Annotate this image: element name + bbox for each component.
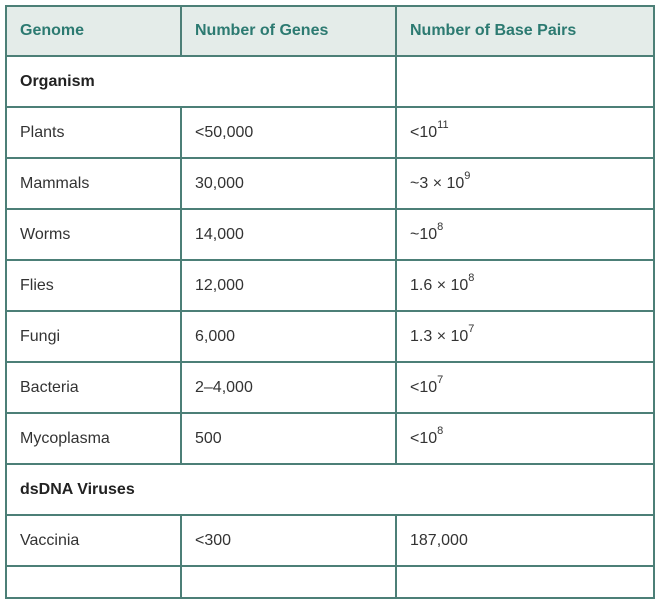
genes-cell: 30,000	[181, 158, 396, 209]
section-empty-cell	[396, 56, 654, 107]
table-body	[6, 56, 654, 598]
header-row	[6, 6, 654, 56]
table-row	[6, 260, 654, 311]
base-pairs-exponent: 8	[437, 425, 444, 438]
base-pairs-cell	[396, 260, 654, 311]
genes-cell: <50,000	[181, 107, 396, 158]
genome-cell: Fungi	[6, 311, 181, 362]
base-pairs-exponent: 9	[464, 170, 471, 183]
base-pairs-value: ~3 × 10	[410, 174, 465, 192]
section-title: dsDNA Viruses	[6, 464, 654, 515]
table-header	[6, 6, 654, 56]
base-pairs-cell	[396, 566, 654, 598]
genome-cell: Flies	[6, 260, 181, 311]
genome-cell: Bacteria	[6, 362, 181, 413]
table-row	[6, 413, 654, 464]
genes-cell	[181, 566, 396, 598]
base-pairs-exponent: 8	[437, 221, 444, 234]
table-row	[6, 515, 654, 566]
base-pairs-cell	[396, 158, 654, 209]
base-pairs-cell	[396, 209, 654, 260]
table-row	[6, 158, 654, 209]
genes-cell: 500	[181, 413, 396, 464]
table-row	[6, 362, 654, 413]
genome-cell	[6, 566, 181, 598]
base-pairs-cell	[396, 362, 654, 413]
base-pairs-value: <10	[410, 429, 438, 447]
genome-table	[5, 5, 655, 599]
base-pairs-exponent: 7	[468, 323, 475, 336]
genome-cell: Mycoplasma	[6, 413, 181, 464]
section-row-organism	[6, 56, 654, 107]
genes-cell: 12,000	[181, 260, 396, 311]
table-row	[6, 209, 654, 260]
genes-cell: 2–4,000	[181, 362, 396, 413]
genes-cell: 6,000	[181, 311, 396, 362]
section-row-dsdna-viruses	[6, 464, 654, 515]
genome-cell: Worms	[6, 209, 181, 260]
base-pairs-value: <10	[410, 378, 438, 396]
base-pairs-value: ~10	[410, 225, 438, 243]
genome-cell: Vaccinia	[6, 515, 181, 566]
base-pairs-exponent: 8	[468, 272, 475, 285]
base-pairs-value: 1.3 × 10	[410, 327, 469, 345]
base-pairs-value: 187,000	[410, 531, 468, 549]
table-row-partial	[6, 566, 654, 598]
base-pairs-cell	[396, 413, 654, 464]
base-pairs-cell	[396, 515, 654, 566]
genes-cell: <300	[181, 515, 396, 566]
base-pairs-exponent: 11	[437, 119, 449, 132]
header-genome: Genome	[6, 6, 181, 56]
section-title: Organism	[6, 56, 396, 107]
base-pairs-value: <10	[410, 123, 438, 141]
table-row	[6, 107, 654, 158]
genome-cell: Mammals	[6, 158, 181, 209]
base-pairs-cell	[396, 311, 654, 362]
header-number-of-base-pairs: Number of Base Pairs	[396, 6, 654, 56]
base-pairs-cell	[396, 107, 654, 158]
table-row	[6, 311, 654, 362]
genes-cell: 14,000	[181, 209, 396, 260]
header-number-of-genes: Number of Genes	[181, 6, 396, 56]
genome-cell: Plants	[6, 107, 181, 158]
base-pairs-value: 1.6 × 10	[410, 276, 469, 294]
base-pairs-exponent: 7	[437, 374, 444, 387]
